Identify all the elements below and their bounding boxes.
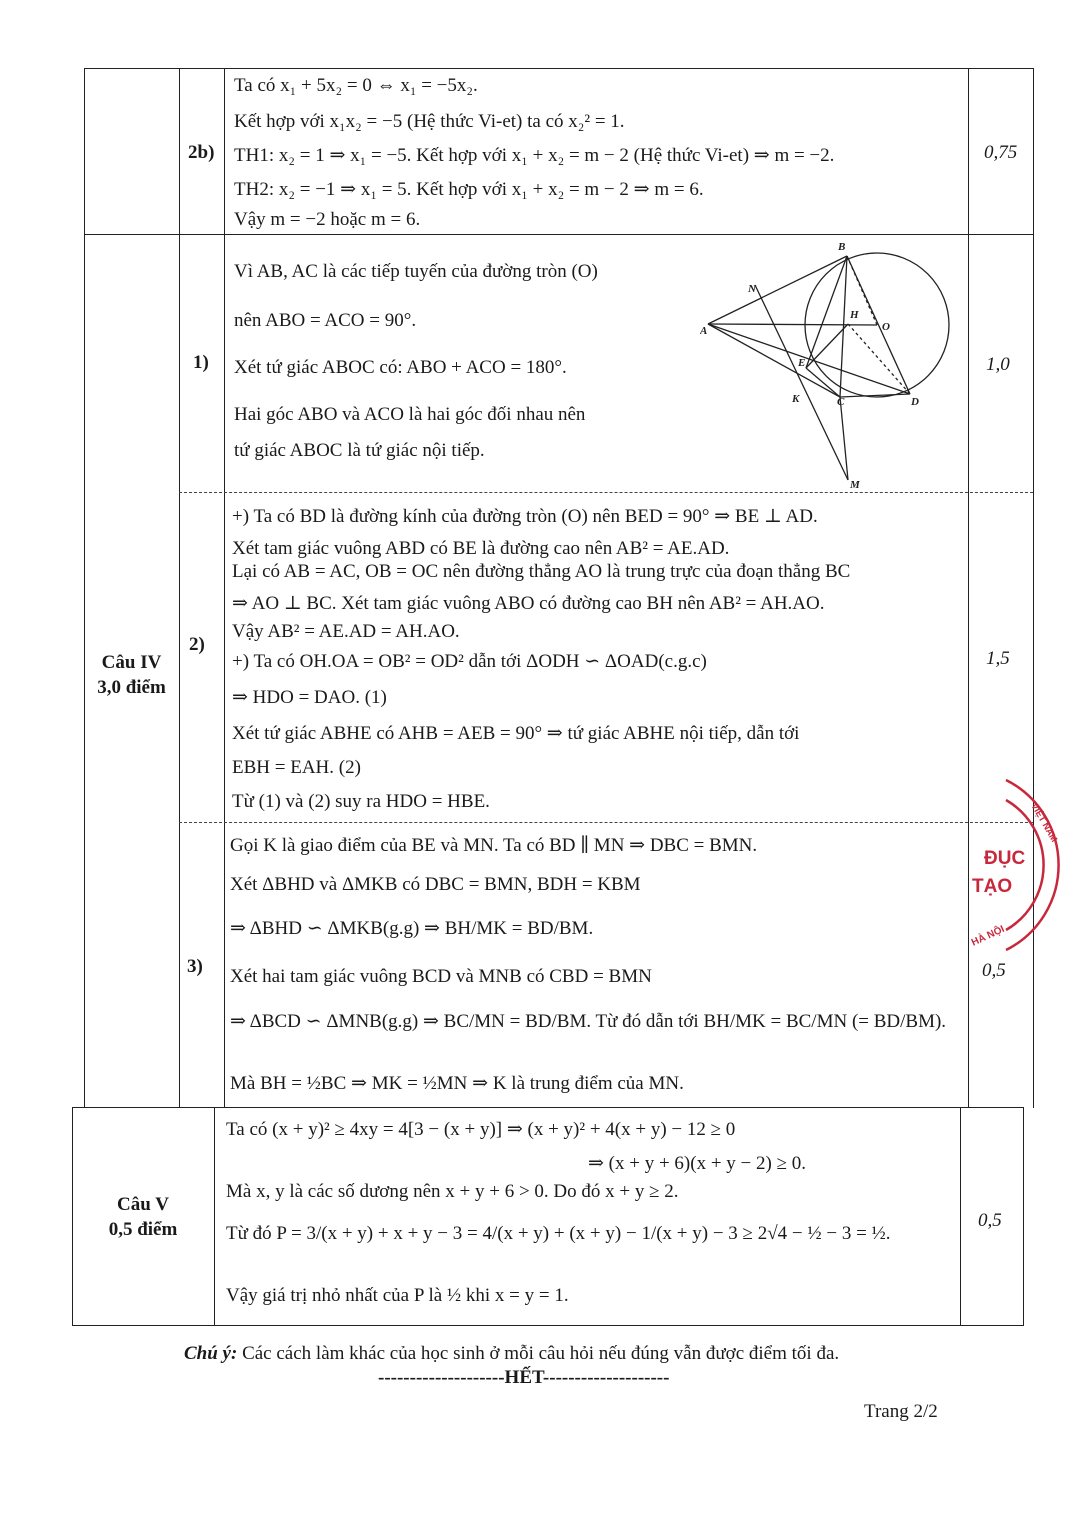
score-iv-1: 1,0 xyxy=(986,354,1010,375)
diagram-label-d: D xyxy=(911,396,919,408)
question-label-v xyxy=(72,1192,214,1242)
q4-3-line-3: ⇒ ΔBHD ∽ ΔMKB(g.g) ⇒ BH/MK = BD/BM. xyxy=(230,918,594,939)
diagram-label-e: E xyxy=(798,357,806,369)
part-label-2: 2) xyxy=(189,634,205,655)
q4-2-line-8: Xét tứ giác ABHE có AHB = AEB = 90° ⇒ tứ giác ABHE nội tiếp, dẫn tới xyxy=(232,723,800,744)
q4-3-line-1: Gọi K là giao điểm của BE và MN. Ta có BD ∥ MN ⇒ DBC = BMN. xyxy=(230,835,758,856)
stamp-text-3: VIỆT NAM xyxy=(1029,801,1060,844)
note-label: Chú ý: xyxy=(184,1343,238,1364)
question-v-points: 0,5 điểm xyxy=(108,1219,178,1240)
score-iv-2: 1,5 xyxy=(986,648,1010,669)
end-marker: --------------------HẾT-------------------- xyxy=(378,1367,670,1388)
q4-1-line-1: Vì AB, AC là các tiếp tuyến của đường tròn (O) xyxy=(234,261,598,282)
diagram-label-h: H xyxy=(850,309,859,321)
part-label-3: 3) xyxy=(187,956,203,977)
q5-line-1: Ta có (x + y)² ≥ 4xy = 4[3 − (x + y)] ⇒ (x + y)² + 4(x + y) − 12 ≥ 0 xyxy=(226,1119,736,1140)
part-label-2b: 2b) xyxy=(188,142,215,163)
q3-2b-line-4: TH2: x₂ = −1 ⇒ x₁ = 5. Kết hợp với x₁ + x₂ = m − 2 ⇒ m = 6. xyxy=(234,179,704,200)
q4-3-line-4: Xét hai tam giác vuông BCD và MNB có CBD = BMN xyxy=(230,966,652,987)
part-label-1: 1) xyxy=(193,352,209,373)
q4-2-line-10: Từ (1) và (2) suy ra HDO = HBE. xyxy=(232,791,490,812)
q4-1-line-3: Xét tứ giác ABOC có: ABO + ACO = 180°. xyxy=(234,357,567,378)
q4-3-line-6: Mà BH = ½BC ⇒ MK = ½MN ⇒ K là trung điểm của MN. xyxy=(230,1073,684,1094)
stamp-text-1: ĐỤC xyxy=(984,848,1026,869)
diagram-label-a: A xyxy=(700,325,708,337)
question-label-iv xyxy=(84,650,179,700)
diagram-label-c: C xyxy=(837,396,845,408)
q4-2-line-2: Xét tam giác vuông ABD có BE là đường cao nên AB² = AE.AD. xyxy=(232,538,730,559)
q3-2b-line-5: Vậy m = −2 hoặc m = 6. xyxy=(234,209,421,230)
stamp-text-4: HÀ NỘI xyxy=(969,923,1007,949)
diagram-label-o: O xyxy=(882,321,890,333)
geometry-diagram xyxy=(700,240,960,490)
diagram-label-n: N xyxy=(748,283,756,295)
score-v: 0,5 xyxy=(978,1210,1002,1231)
q3-2b-line-1: Ta có x₁ + 5x₂ = 0 ⇔ x₁ = −5x₂. xyxy=(234,75,478,96)
score-2b: 0,75 xyxy=(984,142,1018,163)
q4-2-line-5: Vậy AB² = AE.AD = AH.AO. xyxy=(232,621,460,642)
score-iv-3: 0,5 xyxy=(982,960,1006,981)
diagram-label-m: M xyxy=(850,479,860,490)
q4-2-line-9: EBH = EAH. (2) xyxy=(232,757,361,778)
diagram-label-b: B xyxy=(838,241,846,253)
q3-2b-line-2: Kết hợp với x₁x₂ = −5 (Hệ thức Vi-et) ta có x₂² = 1. xyxy=(234,111,625,132)
footer-note xyxy=(184,1342,839,1366)
q4-3-line-2: Xét ΔBHD và ΔMKB có DBC = BMN, BDH = KBM xyxy=(230,874,641,895)
q4-3-line-5: ⇒ ΔBCD ∽ ΔMNB(g.g) ⇒ BC/MN = BD/BM. Từ đó dẫn tới BH/MK = BC/MN (= BD/BM). xyxy=(230,1011,947,1032)
q4-1-line-5: tứ giác ABOC là tứ giác nội tiếp. xyxy=(234,440,485,461)
q5-line-2: ⇒ (x + y + 6)(x + y − 2) ≥ 0. xyxy=(588,1153,807,1174)
q4-2-line-6: +) Ta có OH.OA = OB² = OD² dẫn tới ΔODH ∽ ΔOAD(c.g.c) xyxy=(232,651,707,672)
q4-2-line-7: ⇒ HDO = DAO. (1) xyxy=(232,687,387,708)
question-v-title: Câu V xyxy=(117,1194,169,1215)
q5-line-4: Từ đó P = 3/(x + y) + x + y − 3 = 4/(x + y) + (x + y) − 1/(x + y) − 3 ≥ 2√4 − ½ − 3 = ½. xyxy=(226,1223,891,1244)
page-number: Trang 2/2 xyxy=(864,1401,938,1422)
q4-2-line-3: Lại có AB = AC, OB = OC nên đường thẳng AO là trung trực của đoạn thẳng BC xyxy=(232,561,851,582)
q4-2-line-4: ⇒ AO ⊥ BC. Xét tam giác vuông ABO có đường cao BH nên AB² = AH.AO. xyxy=(232,593,825,614)
question-iv-title: Câu IV xyxy=(101,652,162,673)
q4-1-line-4: Hai góc ABO và ACO là hai góc đối nhau nên xyxy=(234,404,586,425)
note-text: Các cách làm khác của học sinh ở mỗi câu hỏi nếu đúng vẫn được điểm tối đa. xyxy=(242,1343,840,1364)
diagram-label-k: K xyxy=(792,393,800,405)
stamp-text-2: TẠO xyxy=(972,876,1013,897)
official-stamp xyxy=(966,770,1076,960)
q3-2b-line-3: TH1: x₂ = 1 ⇒ x₁ = −5. Kết hợp với x₁ + x₂ = m − 2 (Hệ thức Vi-et) ⇒ m = −2. xyxy=(234,145,835,166)
q4-2-line-1: +) Ta có BD là đường kính của đường tròn (O) nên BED = 90° ⇒ BE ⊥ AD. xyxy=(232,506,818,527)
q5-line-3: Mà x, y là các số dương nên x + y + 6 > 0. Do đó x + y ≥ 2. xyxy=(226,1181,679,1202)
question-iv-points: 3,0 điểm xyxy=(97,677,166,698)
q5-line-5: Vậy giá trị nhỏ nhất của P là ½ khi x = y = 1. xyxy=(226,1285,569,1306)
q4-1-line-2: nên ABO = ACO = 90°. xyxy=(234,310,417,331)
